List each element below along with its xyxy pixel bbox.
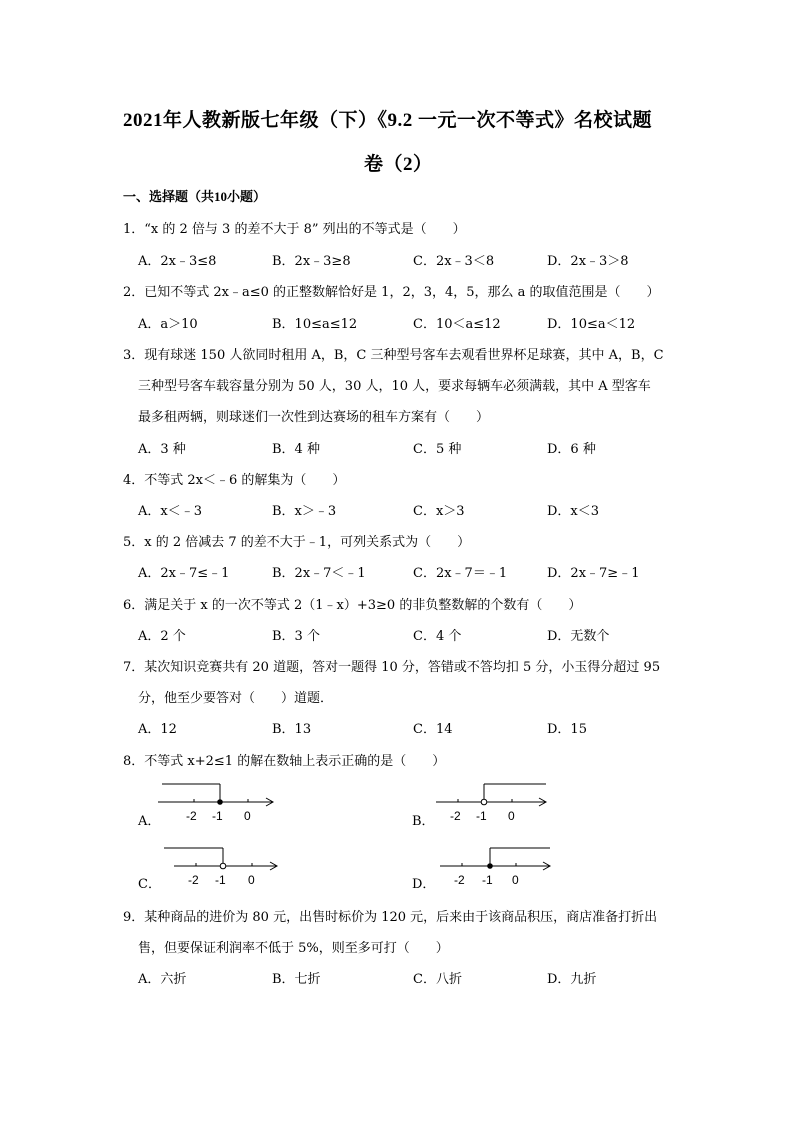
question-3-option-b: B．4 种 [272, 442, 320, 457]
question-6-option-b: B．3 个 [272, 629, 320, 644]
tick-label: -1 [476, 809, 487, 823]
question-3-option-c: C．5 种 [413, 442, 462, 457]
tick-label: -2 [186, 809, 197, 823]
question-4-option-a: A．x＜﹣3 [138, 504, 202, 519]
question-9-stem-line1: 9．某种商品的进价为 80 元，出售时标价为 120 元，后来由于该商品积压，商店准备打折出 [123, 910, 658, 925]
question-7-stem-line2: 分，他至少要答对（ ）道题． [138, 691, 334, 706]
page-title-line1: 2021年人教新版七年级（下）《9.2 一元一次不等式》名校试题 [123, 110, 653, 131]
number-line-c [160, 847, 285, 889]
question-4-option-d: D．x＜3 [547, 504, 600, 519]
question-5-option-c: C．2x﹣7＝﹣1 [413, 566, 508, 581]
question-9-option-c: C．八折 [413, 972, 462, 987]
number-line-d [440, 847, 565, 889]
question-3-option-a: A．3 种 [138, 442, 186, 457]
question-8-option-a: A． [138, 814, 161, 829]
question-9-option-d: D．九折 [547, 972, 597, 987]
question-7-option-b: B．13 [272, 722, 312, 737]
tick-label: 0 [512, 873, 519, 887]
question-9-option-b: B．七折 [272, 972, 321, 987]
question-9-option-a: A．六折 [138, 972, 187, 987]
question-1-stem: 1．“x 的 2 倍与 3 的差不大于 8” 列出的不等式是（ ） [123, 222, 466, 237]
question-7-option-c: C．14 [413, 722, 453, 737]
question-7-option-d: D．15 [547, 722, 587, 737]
question-2-option-b: B．10≤a≤12 [272, 317, 358, 332]
number-line-b [436, 783, 561, 825]
number-line-a [158, 783, 283, 825]
section-header: 一、选择题（共10小题） [123, 189, 267, 204]
question-1-option-a: A．2x﹣3≤8 [138, 254, 217, 269]
question-2-option-a: A．a＞10 [138, 317, 198, 332]
question-3-stem-line2: 三种型号客车载容量分别为 50 人，30 人，10 人，要求每辆车必须满载，其中 A 型客车 [138, 379, 651, 394]
question-6-stem: 6．满足关于 x 的一次不等式 2（1﹣x）+3≥0 的非负整数解的个数有（ ） [123, 598, 582, 613]
question-3-option-d: D．6 种 [547, 442, 596, 457]
tick-label: 0 [508, 809, 515, 823]
question-3-stem-line3: 最多租两辆，则球迷们一次性到达赛场的租车方案有（ ） [138, 410, 490, 425]
tick-label: -1 [215, 873, 226, 887]
question-8-option-b: B． [412, 814, 435, 829]
tick-label: 0 [244, 809, 251, 823]
tick-label: -1 [212, 809, 223, 823]
question-4-option-b: B．x＞﹣3 [272, 504, 337, 519]
question-9-stem-line2: 售，但要保证利润率不低于 5%，则至多可打（ ） [138, 941, 449, 956]
question-1-option-c: C．2x﹣3＜8 [413, 254, 495, 269]
question-6-option-c: C．4 个 [413, 629, 462, 644]
question-4-stem: 4．不等式 2x＜﹣6 的解集为（ ） [123, 473, 346, 488]
tick-label: -2 [188, 873, 199, 887]
question-5-option-d: D．2x﹣7≥﹣1 [547, 566, 640, 581]
question-2-option-d: D．10≤a＜12 [547, 317, 636, 332]
question-8-option-d: D． [412, 877, 436, 892]
tick-label: -2 [450, 809, 461, 823]
question-7-stem-line1: 7．某次知识竞赛共有 20 道题，答对一题得 10 分，答错或不答均扣 5 分，小玉得分超过 95 [123, 660, 661, 675]
tick-label: -1 [482, 873, 493, 887]
page-title-line2: 卷（2） [364, 154, 433, 175]
tick-label: -2 [454, 873, 465, 887]
question-2-option-c: C．10＜a≤12 [413, 317, 501, 332]
question-8-option-c: C． [138, 877, 161, 892]
question-4-option-c: C．x＞3 [413, 504, 465, 519]
question-1-option-b: B．2x﹣3≥8 [272, 254, 351, 269]
question-2-stem: 2．已知不等式 2x﹣a≤0 的正整数解恰好是 1，2，3，4，5，那么 a 的取值范围是（ ） [123, 285, 660, 300]
question-5-option-a: A．2x﹣7≤﹣1 [138, 566, 230, 581]
question-8-stem: 8．不等式 x+2≤1 的解在数轴上表示正确的是（ ） [123, 754, 446, 769]
question-5-stem: 5．x 的 2 倍减去 7 的差不大于﹣1，可列关系式为（ ） [123, 535, 471, 550]
question-5-option-b: B．2x﹣7＜﹣1 [272, 566, 366, 581]
question-3-stem-line1: 3．现有球迷 150 人欲同时租用 A，B，C 三种型号客车去观看世界杯足球赛，其中 A，B，C [123, 348, 664, 363]
question-6-option-a: A．2 个 [138, 629, 186, 644]
question-7-option-a: A．12 [138, 722, 177, 737]
question-1-option-d: D．2x﹣3＞8 [547, 254, 629, 269]
question-6-option-d: D．无数个 [547, 629, 610, 644]
tick-label: 0 [248, 873, 255, 887]
